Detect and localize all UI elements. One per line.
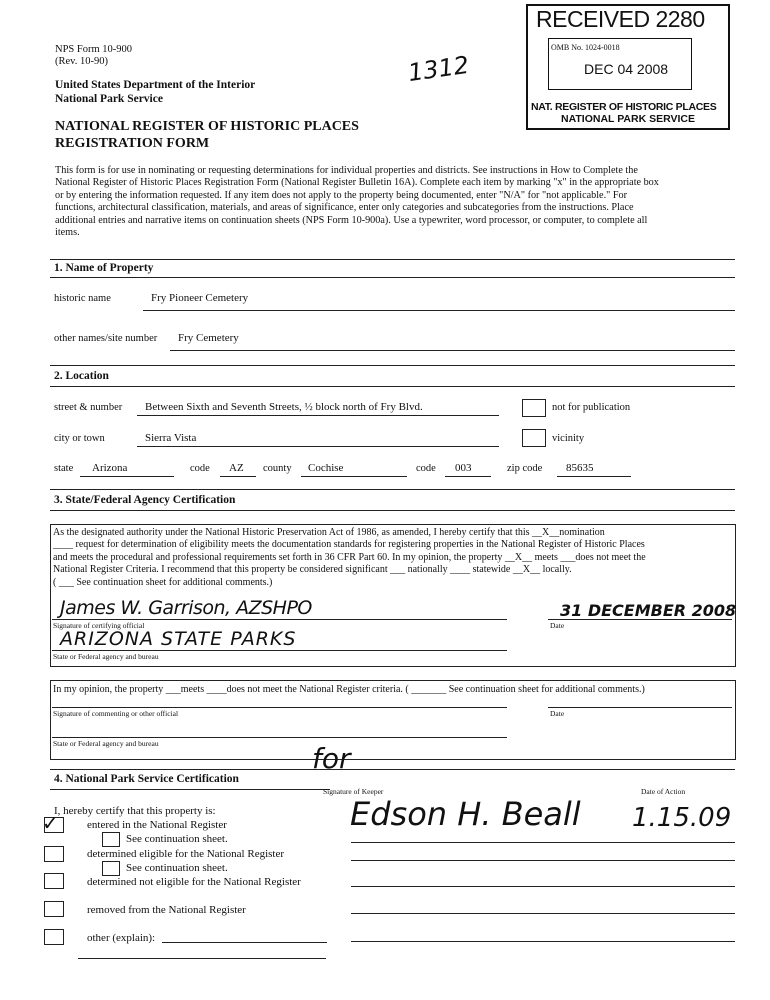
section3-heading: 3. State/Federal Agency Certification xyxy=(54,494,236,506)
county-code-label: code xyxy=(416,463,436,474)
stamp-line1: NAT. REGISTER OF HISTORIC PLACES xyxy=(531,101,717,113)
service: National Park Service xyxy=(55,93,163,105)
not-eligible-checkbox[interactable] xyxy=(44,873,64,889)
rule xyxy=(351,860,735,861)
agency-value: ARIZONA STATE PARKS xyxy=(60,628,297,650)
keeper-for: for xyxy=(312,742,351,775)
instruction-line: items. xyxy=(55,227,80,239)
other-names-value[interactable]: Fry Cemetery xyxy=(178,332,239,344)
section1-heading: 1. Name of Property xyxy=(54,262,154,274)
rule xyxy=(220,476,256,477)
rule xyxy=(137,415,499,416)
stamp-date: DEC 04 2008 xyxy=(584,61,669,77)
rule xyxy=(50,489,735,490)
rule xyxy=(351,842,735,843)
rule xyxy=(548,619,732,620)
opinion-line: In my opinion, the property ___meets ____does not meet the National Register criteria. ( _______ See continuation sheet for additional comments.) xyxy=(53,684,645,695)
agency-label: State or Federal agency and bureau xyxy=(53,652,159,661)
signature-label: Signature of certifying official xyxy=(53,621,145,630)
rule xyxy=(351,941,735,942)
rule xyxy=(548,707,732,708)
other-names-label: other names/site number xyxy=(54,333,158,344)
form-number: NPS Form 10-900 xyxy=(55,44,133,55)
historic-name-value[interactable]: Fry Pioneer Cemetery xyxy=(151,292,249,304)
stamp-received: RECEIVED 2280 xyxy=(536,6,705,32)
certification-text xyxy=(53,527,733,589)
keeper-signature: Edson H. Beall xyxy=(350,795,581,833)
rule xyxy=(445,476,491,477)
eligible-checkbox[interactable] xyxy=(44,846,64,862)
continuation-label-2: See continuation sheet. xyxy=(126,862,228,874)
state-code-value[interactable]: AZ xyxy=(229,462,244,474)
rule xyxy=(80,476,174,477)
state-label: state xyxy=(54,463,74,474)
instructions xyxy=(55,165,735,239)
county-value[interactable]: Cochise xyxy=(308,462,344,474)
vicinity-checkbox[interactable] xyxy=(522,429,546,447)
other-label: other (explain): xyxy=(87,932,156,944)
section2-heading: 2. Location xyxy=(54,370,109,382)
cert-line: and meets the procedural and professional requirements set forth in 36 CFR Part 60. In my opinion, the property __X__ meets ___does not meet the xyxy=(53,551,646,563)
rule xyxy=(351,886,735,887)
rule xyxy=(50,277,735,278)
certify-intro: I, hereby certify that this property is: xyxy=(54,805,216,817)
date-of-action: 1.15.09 xyxy=(632,803,732,833)
rule xyxy=(50,365,735,366)
date-of-action-label: Date of Action xyxy=(641,787,686,796)
stamp-omb: OMB No. 1024-0018 xyxy=(551,43,620,52)
department: United States Department of the Interior xyxy=(55,79,256,91)
eligible-label: determined eligible for the National Register xyxy=(87,848,285,860)
agency2-label: State or Federal agency and bureau xyxy=(53,739,159,748)
date-label: Date xyxy=(550,621,565,630)
rule xyxy=(351,913,735,914)
county-code-value[interactable]: 003 xyxy=(455,462,472,474)
cert-line: ____ request for determination of eligibility meets the documentation standards for registering properties in the National Register of Historic Places xyxy=(53,539,645,551)
city-label: city or town xyxy=(54,433,105,444)
rule xyxy=(78,958,326,959)
instruction-line: functions, architectural classification, materials, and areas of significance, enter only categories and subcategories from the instructions. Place xyxy=(55,202,634,214)
entered-checkmark: ✓ xyxy=(42,811,59,835)
rule xyxy=(301,476,407,477)
not-for-publication-label: not for publication xyxy=(552,402,631,413)
section4-heading: 4. National Park Service Certification xyxy=(54,773,239,785)
rule xyxy=(137,446,499,447)
removed-checkbox[interactable] xyxy=(44,901,64,917)
rule xyxy=(170,350,735,351)
rule xyxy=(50,510,735,511)
county-label: county xyxy=(263,463,292,474)
rule xyxy=(50,789,330,790)
state-value[interactable]: Arizona xyxy=(92,462,128,474)
instruction-line: additional entries and narrative items on continuation sheets (NPS Form 10-900a). Use a typewriter, word processor, or computer, to complete all xyxy=(55,214,648,226)
continuation-label-1: See continuation sheet. xyxy=(126,833,228,845)
street-value[interactable]: Between Sixth and Seventh Streets, ½ block north of Fry Blvd. xyxy=(145,401,423,413)
entered-label: entered in the National Register xyxy=(87,819,227,831)
rule xyxy=(143,310,735,311)
street-label: street & number xyxy=(54,402,123,413)
other-checkbox[interactable] xyxy=(44,929,64,945)
rule xyxy=(52,619,507,620)
form-revision: (Rev. 10-90) xyxy=(55,56,108,67)
certification-date: 31 DECEMBER 2008 xyxy=(560,601,737,620)
form-subtitle: REGISTRATION FORM xyxy=(55,136,210,151)
state-code-label: code xyxy=(190,463,210,474)
rule xyxy=(52,650,507,651)
removed-label: removed from the National Register xyxy=(87,904,246,916)
commenting-label: Signature of commenting or other official xyxy=(53,709,179,718)
instruction-line: This form is for use in nominating or requesting determinations for individual properties and districts. See instructions in How to Complete the xyxy=(55,165,638,176)
rule xyxy=(50,259,735,260)
not-for-publication-checkbox[interactable] xyxy=(522,399,546,417)
not-eligible-label: determined not eligible for the National Register xyxy=(87,876,301,888)
keeper-signature-label: Signature of Keeper xyxy=(323,787,384,796)
zip-label: zip code xyxy=(507,463,543,474)
rule xyxy=(52,737,507,738)
cert-line: ( ___ See continuation sheet for additional comments.) xyxy=(53,576,273,588)
certifying-signature: James W. Garrison, AZSHPO xyxy=(60,597,312,619)
continuation-checkbox-2[interactable] xyxy=(102,861,120,876)
rule xyxy=(557,476,631,477)
continuation-checkbox-1[interactable] xyxy=(102,832,120,847)
instruction-line: or by entering the information requested. If any item does not apply to the property being documented, enter "N/A" for "not applicable." For xyxy=(55,189,627,201)
handwritten-number: 1312 xyxy=(406,50,471,88)
date2-label: Date xyxy=(550,709,565,718)
form-title: NATIONAL REGISTER OF HISTORIC PLACES xyxy=(55,119,359,134)
historic-name-label: historic name xyxy=(54,293,111,304)
cert-line: National Register Criteria. I recommend that this property be considered significant ___ nationally ____ statewide __X__ locally. xyxy=(53,564,572,576)
instruction-line: National Register of Historic Places Registration Form (National Register Bulletin 16A). Complete each item by marking "x" in the appropriate box xyxy=(55,177,659,189)
zip-value[interactable]: 85635 xyxy=(566,462,594,474)
rule xyxy=(52,707,507,708)
stamp-line2: NATIONAL PARK SERVICE xyxy=(561,113,695,125)
city-value[interactable]: Sierra Vista xyxy=(145,432,197,444)
rule xyxy=(50,386,735,387)
rule xyxy=(50,769,735,770)
cert-line: As the designated authority under the National Historic Preservation Act of 1986, as amended, I hereby certify that this __X__nomination xyxy=(53,527,605,538)
other-explain-line[interactable] xyxy=(162,942,327,943)
vicinity-label: vicinity xyxy=(552,433,585,444)
